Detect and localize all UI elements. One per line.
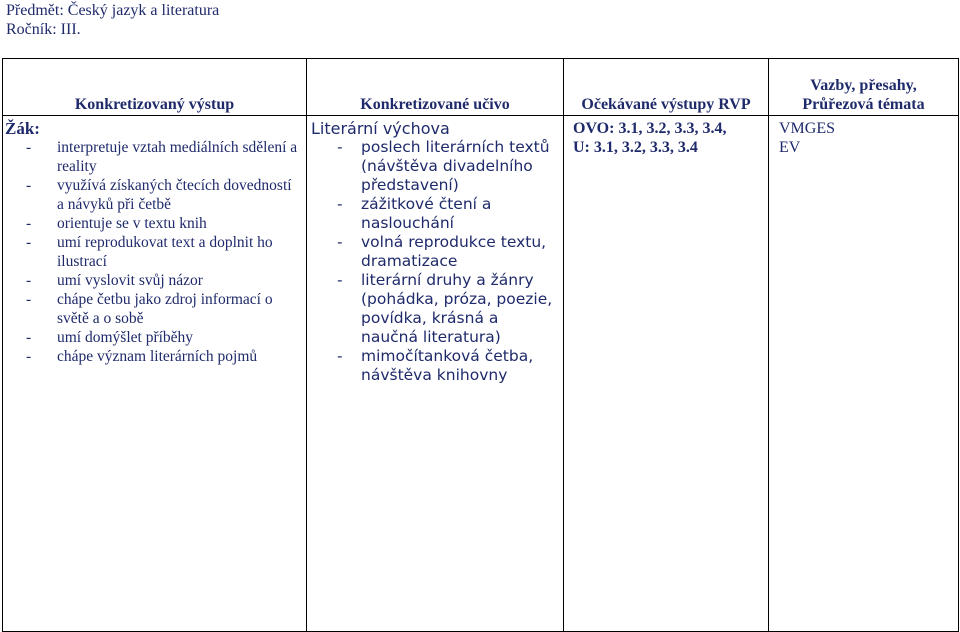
outputs-list [7,138,302,366]
list-item: - interpretuje vztah mediálních sdělení a reality [7,138,302,176]
rvp-ovo-codes: OVO: 3.1, 3.2, 3.3, 3.4, [573,120,727,137]
list-item: - volná reprodukce textu, dramatizace [311,233,559,271]
list-item: - chápe význam literárních pojmů [7,347,302,366]
list-item: - umí vyslovit svůj názor [7,271,302,290]
curriculum-lead: Literární výchova [311,119,450,138]
list-item: - využívá získaných čtecích dovedností a návyků při četbě [7,176,302,214]
table-header-row [3,59,959,116]
list-item: - mimočítanková četba, návštěva knihovny [311,347,559,385]
list-item: - zážitkové čtení a naslouchání [311,195,559,233]
column-header-links-line2: Průřezová témata [802,96,925,113]
column-header-outputs: Konkretizovaný výstup [3,59,307,116]
column-header-curriculum: Konkretizované učivo [307,59,564,116]
rvp-u-codes: U: 3.1, 3.2, 3.3, 3.4 [573,139,698,156]
outputs-lead: Žák: [5,119,40,138]
curriculum-cell [307,116,564,632]
list-item: - chápe četbu jako zdroj informací o světě a o sobě [7,290,302,328]
subject-line: Předmět: Český jazyk a literatura [6,2,220,19]
list-item: - umí reprodukovat text a doplnit ho ilustrací [7,233,302,271]
column-header-links-line1: Vazby, přesahy, [810,77,917,94]
list-item: - poslech literárních textů (návštěva divadelního představení) [311,138,559,195]
column-header-rvp: Očekávané výstupy RVP [564,59,769,116]
list-item: - umí domýšlet příběhy [7,328,302,347]
table-row [3,116,959,632]
curriculum-list [311,138,559,385]
outputs-cell [3,116,307,632]
cross-curricular-theme: EV [779,139,801,156]
column-header-links [769,59,959,116]
rvp-cell [564,116,769,632]
links-cell [769,116,959,632]
list-item: - literární druhy a žánry (pohádka, próza, poezie, povídka, krásná a naučná literatura) [311,271,559,347]
document-header [6,1,219,39]
list-item: - orientuje se v textu knih [7,214,302,233]
grade-line: Ročník: III. [6,21,81,38]
curriculum-table [2,58,959,632]
cross-curricular-theme: VMGES [779,120,836,137]
